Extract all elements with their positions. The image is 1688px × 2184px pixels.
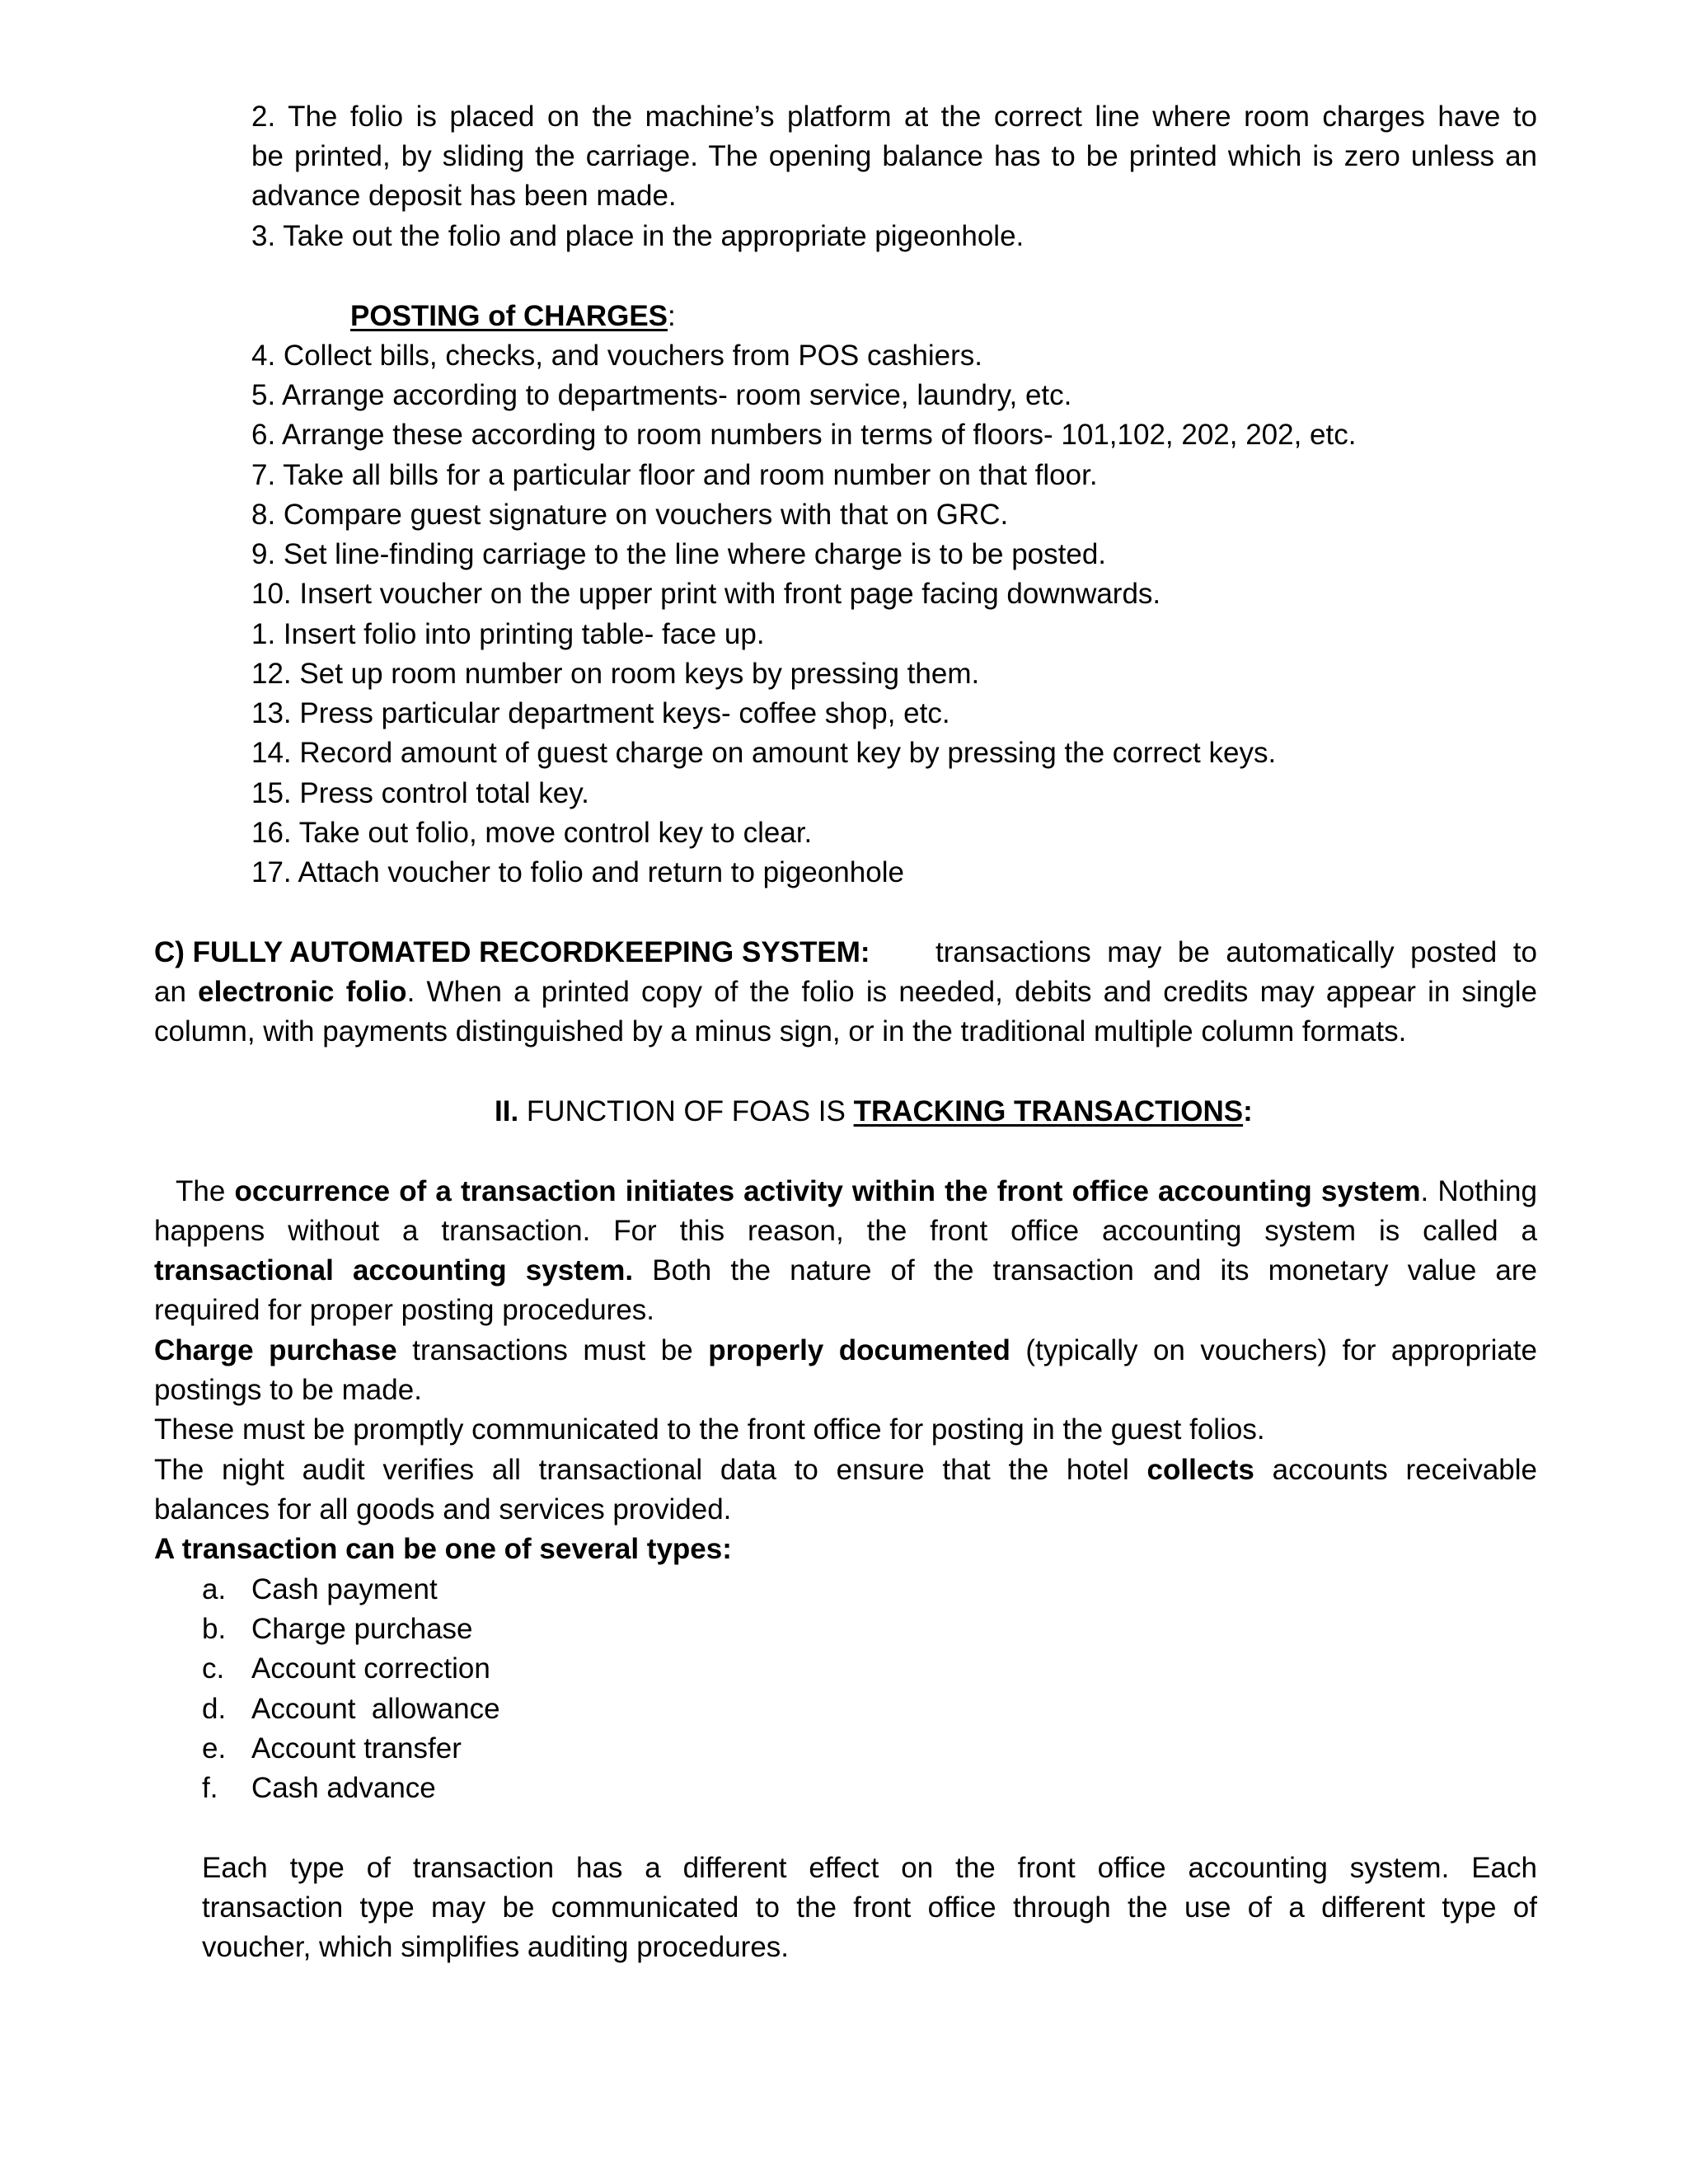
section-ii-title-underlined: TRACKING TRANSACTIONS — [853, 1095, 1244, 1127]
paragraph-bold-text: collects — [1146, 1454, 1254, 1486]
section-c-line-1-rest: transactions may be automatically posted to — [935, 936, 1537, 968]
paragraph-text: accounts receivable — [1254, 1454, 1538, 1486]
step-3: 3. Take out the folio and place in the appropriate pigeonhole. — [251, 220, 1025, 252]
list-item — [202, 1690, 500, 1729]
step-2-line-1: 2. The folio is placed on the machine’s platform at the correct line where room charges have to — [251, 101, 1537, 133]
posting-heading-colon: : — [668, 300, 676, 332]
paragraph-4-line-1 — [154, 1451, 1537, 1490]
section-ii-heading — [495, 1092, 1253, 1132]
list-item — [202, 1729, 462, 1769]
posting-item: 13. Press particular department keys- coffee shop, etc. — [251, 697, 950, 729]
posting-item: 6. Arrange these according to room numbers in terms of floors- 101,102, 202, 202, etc. — [251, 419, 1357, 451]
posting-item: 17. Attach voucher to folio and return to pigeonhole — [251, 856, 904, 888]
list-item-text: Cash payment — [251, 1573, 438, 1605]
section-c-heading: C) FULLY AUTOMATED RECORDKEEPING SYSTEM: — [154, 936, 870, 968]
posting-item: 1. Insert folio into printing table- face up. — [251, 618, 765, 650]
electronic-folio-term: electronic folio — [198, 976, 407, 1008]
paragraph-4-line-2: balances for all goods and services provided. — [154, 1493, 732, 1526]
list-item-text: Cash advance — [251, 1772, 436, 1804]
step-2-line-3: advance deposit has been made. — [251, 180, 677, 212]
paragraph-text: Both the nature of the transaction and its monetary value are — [633, 1254, 1538, 1286]
closing-line-1: Each type of transaction has a different effect on the front office accounting system. Each — [202, 1852, 1537, 1884]
list-item-letter: a. — [202, 1573, 227, 1605]
list-item-letter: e. — [202, 1732, 227, 1765]
posting-item: 9. Set line-finding carriage to the line where charge is to be posted. — [251, 538, 1107, 570]
posting-item: 7. Take all bills for a particular floor and room number on that floor. — [251, 459, 1098, 491]
paragraph-bold-text: Charge purchase — [154, 1334, 397, 1366]
posting-item: 16. Take out folio, move control key to clear. — [251, 817, 813, 849]
paragraph-bold-text: occurrence of a transaction initiates activity within the front office accounting system — [234, 1175, 1421, 1207]
types-heading: A transaction can be one of several types: — [154, 1533, 732, 1565]
paragraph-1-line-2: happens without a transaction. For this reason, the front office accounting system is called a — [154, 1215, 1537, 1247]
closing-line-2: transaction type may be communicated to the front office through the use of a different type of — [202, 1891, 1537, 1924]
list-item-letter: d. — [202, 1693, 227, 1725]
paragraph-1-line-4: required for proper posting procedures. — [154, 1294, 655, 1326]
section-c-text: an — [154, 976, 199, 1008]
paragraph-text: The night audit verifies all transactional data to ensure that the hotel — [154, 1454, 1147, 1486]
section-c-text: . When a printed copy of the folio is needed, debits and credits may appear in single — [406, 976, 1537, 1008]
section-ii-title: FUNCTION OF FOAS IS — [518, 1095, 854, 1127]
paragraph-text: . Nothing — [1420, 1175, 1537, 1207]
list-item-letter: f. — [202, 1772, 218, 1804]
list-item-text: Account allowance — [251, 1693, 500, 1725]
posting-item: 12. Set up room number on room keys by pressing them. — [251, 658, 980, 690]
posting-item: 5. Arrange according to departments- room service, laundry, etc. — [251, 379, 1072, 411]
paragraph-2-line-1 — [154, 1331, 1537, 1371]
paragraph-text: (typically on vouchers) for appropriate — [1010, 1334, 1537, 1366]
paragraph-bold-text: transactional accounting system. — [154, 1254, 634, 1286]
paragraph-1-line-3 — [154, 1251, 1537, 1291]
section-c-line-3: column, with payments distinguished by a minus sign, or in the traditional multiple column formats. — [154, 1015, 1407, 1047]
section-ii-colon: : — [1243, 1095, 1253, 1127]
posting-heading — [350, 297, 676, 336]
section-c-line-2 — [154, 972, 1537, 1012]
posting-item: 15. Press control total key. — [251, 777, 589, 809]
section-ii-numeral: II. — [495, 1095, 519, 1127]
list-item-letter: c. — [202, 1652, 225, 1685]
list-item-text: Account transfer — [251, 1732, 462, 1765]
posting-item: 14. Record amount of guest charge on amount key by pressing the correct keys. — [251, 737, 1277, 769]
paragraph-text: transactions must be — [396, 1334, 709, 1366]
paragraph-3-line-1: These must be promptly communicated to the front office for posting in the guest folios. — [154, 1413, 1265, 1446]
posting-heading-text: POSTING of CHARGES — [350, 300, 668, 332]
paragraph-bold-text: properly documented — [708, 1334, 1010, 1366]
paragraph-2-line-2: postings to be made. — [154, 1374, 422, 1406]
posting-item: 10. Insert voucher on the upper print with front page facing downwards. — [251, 578, 1161, 610]
list-item-text: Charge purchase — [251, 1613, 473, 1645]
step-2-line-2: be printed, by sliding the carriage. The opening balance has to be printed which is zero unless an — [251, 140, 1537, 172]
posting-item: 4. Collect bills, checks, and vouchers from POS cashiers. — [251, 340, 983, 372]
list-item-text: Account correction — [251, 1652, 490, 1685]
paragraph-text: The — [176, 1175, 235, 1207]
posting-item: 8. Compare guest signature on vouchers with that on GRC. — [251, 499, 1009, 531]
list-item — [202, 1649, 490, 1689]
list-item-letter: b. — [202, 1613, 227, 1645]
list-item — [202, 1570, 438, 1610]
closing-line-3: voucher, which simplifies auditing procedures. — [202, 1931, 790, 1963]
list-item — [202, 1610, 473, 1649]
list-item — [202, 1769, 436, 1808]
paragraph-1-line-1 — [176, 1172, 1537, 1212]
